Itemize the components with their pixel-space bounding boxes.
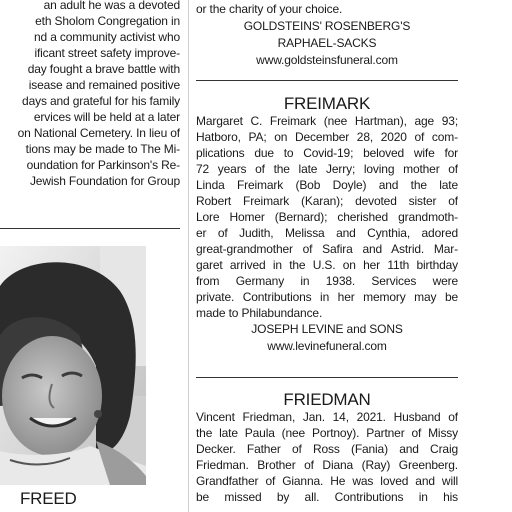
left-column [0, 0, 180, 512]
obituary-text-line: private. Contributions in her memory may be [196, 290, 458, 304]
right-column [196, 0, 458, 512]
section-heading-freimark: FREIMARK [283, 94, 371, 113]
section-divider [196, 377, 458, 378]
obituary-text-line: Vincent Friedman, Jan. 14, 2021. Husband of [196, 410, 458, 424]
obituary-text-line: be missed by all. Contributions in his [196, 490, 458, 504]
obituary-text-line: on National Cemetery. In lieu of [17, 126, 180, 140]
obituary-text-line: Decker. Father of Ross (Fania) and Craig [196, 442, 458, 456]
obituary-text-line: Linda Freimark (Bob Doyle) and the late [196, 178, 458, 192]
section-heading-friedman: FRIEDMAN [283, 390, 371, 409]
obituary-text-line: the late Paula (nee Portnoy). Partner of Missy [196, 426, 458, 440]
obituary-text-line: nd a community activist who [33, 30, 180, 44]
obituary-text-line: er of Judith, Melissa and Cynthia, adored [196, 226, 458, 240]
obituary-text-line: made to Philabundance. [196, 306, 323, 320]
section-divider [196, 80, 458, 81]
obituary-text-line: an adult he was a devoted [43, 0, 180, 12]
funeral-home-name: JOSEPH LEVINE and SONS [251, 322, 403, 336]
section-heading-freed: FREED [20, 489, 77, 508]
obituary-text-line: Friedman. Brother of Diana (Ray) Greenberg. [196, 458, 458, 472]
obituary-text-line: tions may be made to The Mi- [25, 142, 180, 156]
obituary-text-line: Robert Freimark (Karan); devoted sister of [196, 194, 458, 208]
obituary-text-line: from Germany in 1938. Services were [196, 274, 458, 288]
obituary-text-line: plications due to Covid-19; beloved wife for [196, 146, 458, 160]
funeral-home-name: GOLDSTEINS' ROSENBERG'S [243, 19, 411, 33]
obituary-text-line: Jewish Foundation for Group [29, 174, 180, 188]
obituary-text-line: Grandfather of Gianna. He was loved and will [196, 474, 458, 488]
obituary-text-line: ificant street safety improve- [34, 46, 180, 60]
obituary-text-line: Lore Homer (Bernard); cherished grandmoth- [196, 210, 458, 224]
obituary-text-line: ervices will be held at a later [33, 110, 180, 124]
obituary-text-line: or the charity of your choice. [196, 2, 343, 16]
obituary-text-line: Hatboro, PA; on December 28, 2020 of com- [196, 130, 458, 144]
funeral-home-name: RAPHAEL-SACKS [277, 36, 377, 50]
obituary-text-line: Margaret C. Freimark (nee Hartman), age 93; [196, 114, 458, 128]
section-divider [0, 228, 180, 229]
obituary-text-line: 72 years of the late Jerry; loving mother of [196, 162, 458, 176]
obituary-text-line: great-grandmother of Safira and Astrid. Mar- [196, 242, 458, 256]
obituary-text-line: days and grateful for his family [22, 94, 180, 108]
obituary-text-line: eth Sholom Congregation in [35, 14, 180, 28]
obituary-text-line: garet arrived in the U.S. on her 11th birthday [196, 258, 458, 272]
obituary-text-line: oundation for Parkinson's Re- [26, 158, 180, 172]
funeral-home-website: www.levinefuneral.com [267, 339, 387, 353]
funeral-home-website: www.goldsteinsfuneral.com [256, 53, 398, 67]
obituary-text-line: day fought a brave battle with [27, 62, 180, 76]
obituary-text-line: isease and remained positive [28, 78, 180, 92]
column-divider [188, 0, 189, 512]
portrait-photo [0, 246, 146, 485]
